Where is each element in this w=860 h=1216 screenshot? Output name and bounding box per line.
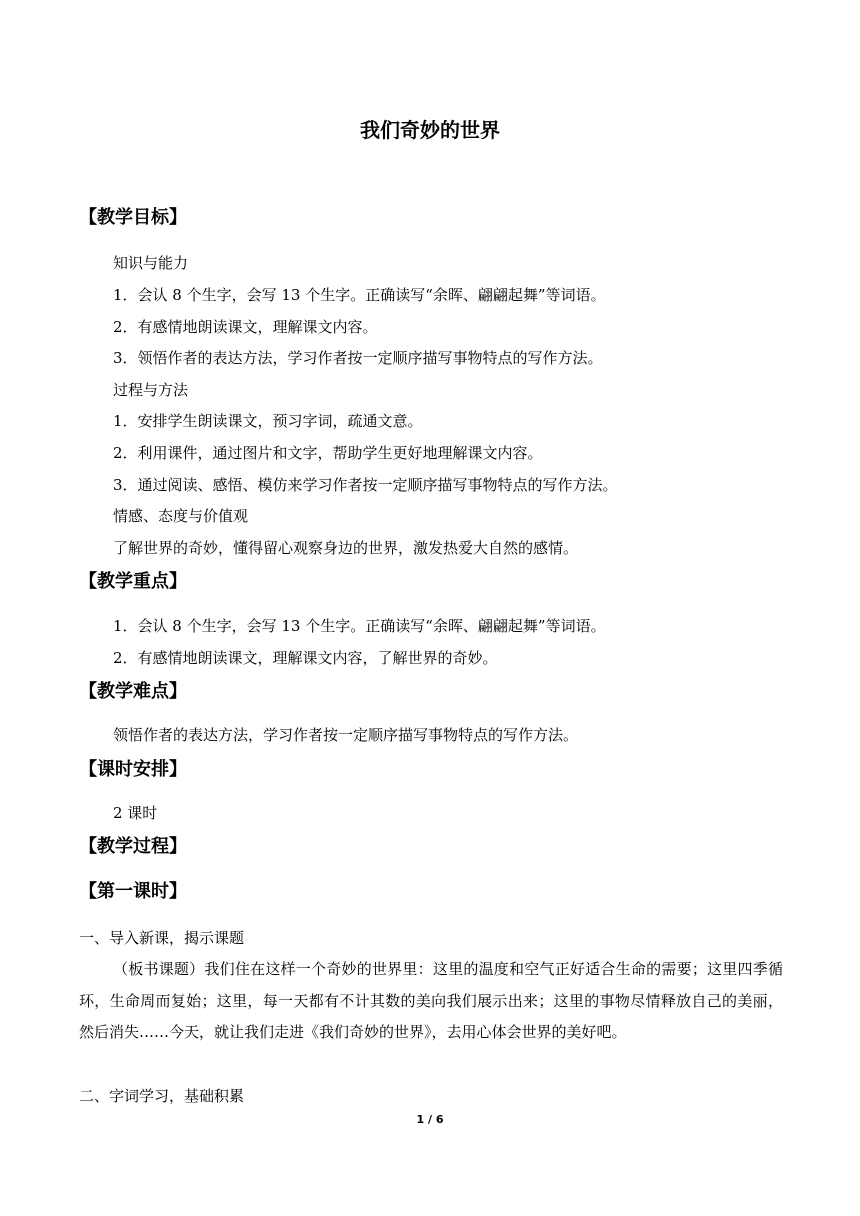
schedule-text: 2 课时 <box>113 804 158 822</box>
process-item-1: 1．安排学生朗读课文，预习字词，疏通文意。 <box>113 412 423 430</box>
first-lesson-heading: 【第一课时】 <box>79 881 187 902</box>
step1-paragraph: （板书课题）我们住在这样一个奇妙的世界里：这里的温度和空气正好适合生命的需要；这里四季循环，生命周而复始；这里，每一天都有不计其数的美向我们展示出来；这里的事物尽情释放自己的美丽，然后消失……今天，就让我们走进《我们奇妙的世界》，去用心体会世界的美好吧。 <box>79 960 783 1042</box>
process-label: 过程与方法 <box>113 381 189 399</box>
document-title: 我们奇妙的世界 <box>360 118 500 142</box>
emotion-text: 了解世界的奇妙，懂得留心观察身边的世界，激发热爱大自然的感情。 <box>113 539 579 557</box>
step1-title: 一、导入新课，揭示课题 <box>79 929 245 947</box>
schedule-heading: 【课时安排】 <box>79 759 187 780</box>
difficulties-heading: 【教学难点】 <box>79 681 187 702</box>
process-item-3: 3．通过阅读、感悟、模仿来学习作者按一定顺序描写事物特点的写作方法。 <box>113 476 618 494</box>
page-number: 1 / 6 <box>416 1113 444 1126</box>
knowledge-item-3: 3．领悟作者的表达方法，学习作者按一定顺序描写事物特点的写作方法。 <box>113 349 603 367</box>
difficulties-text: 领悟作者的表达方法，学习作者按一定顺序描写事物特点的写作方法。 <box>113 726 579 744</box>
key-point-2: 2．有感情地朗读课文，理解课文内容，了解世界的奇妙。 <box>113 649 498 667</box>
process-item-2: 2．利用课件，通过图片和文字，帮助学生更好地理解课文内容。 <box>113 444 543 462</box>
key-points-heading: 【教学重点】 <box>79 571 187 592</box>
knowledge-item-2: 2．有感情地朗读课文，理解课文内容。 <box>113 318 378 336</box>
emotion-label: 情感、态度与价值观 <box>113 507 249 525</box>
step2-title: 二、字词学习，基础积累 <box>79 1087 245 1105</box>
knowledge-label: 知识与能力 <box>113 254 189 272</box>
knowledge-item-1: 1．会认 8 个生字，会写 13 个生字。正确读写“余晖、翩翩起舞”等词语。 <box>113 286 606 304</box>
process-heading: 【教学过程】 <box>79 836 187 857</box>
goals-heading: 【教学目标】 <box>79 207 187 228</box>
key-point-1: 1．会认 8 个生字，会写 13 个生字。正确读写“余晖、翩翩起舞”等词语。 <box>113 617 606 635</box>
